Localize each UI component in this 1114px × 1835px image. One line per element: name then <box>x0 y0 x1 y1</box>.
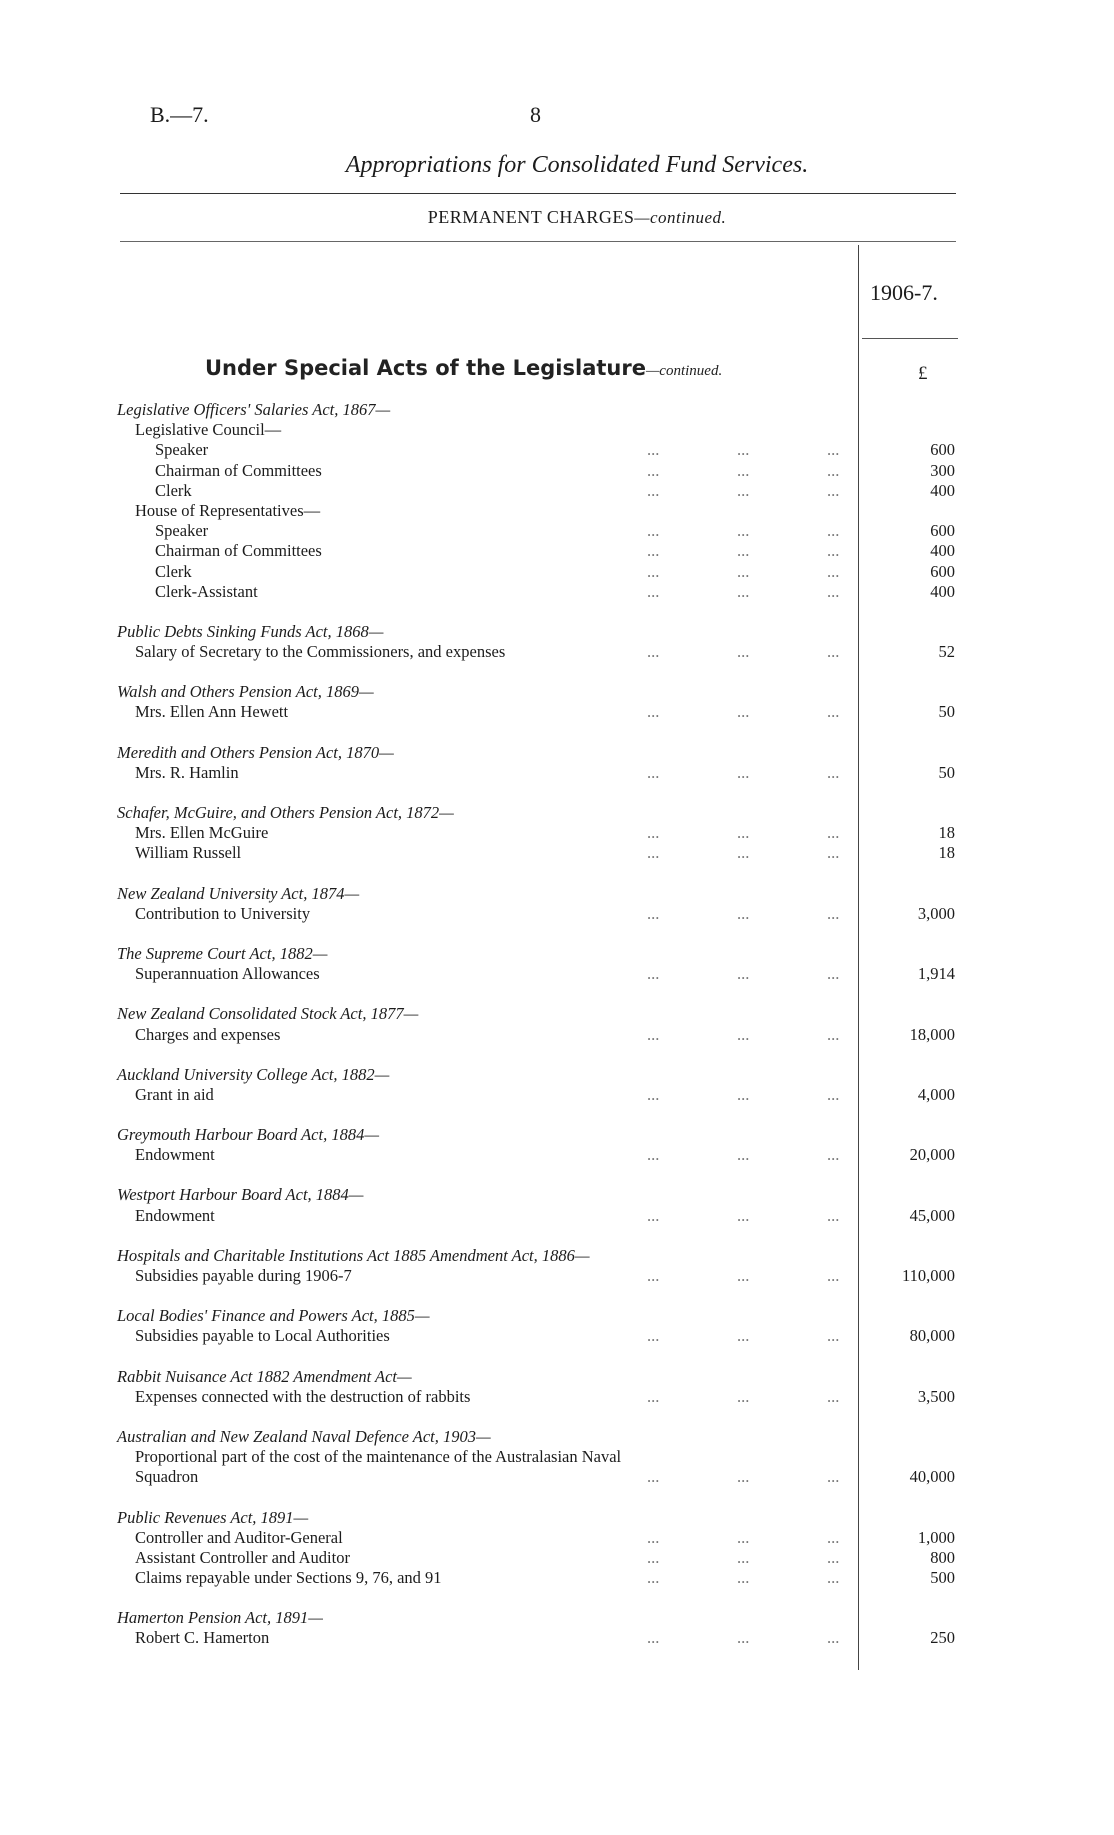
line-item-label: House of Representatives— <box>135 500 321 520</box>
line-item-label: Clerk-Assistant <box>155 581 258 601</box>
line-item <box>117 420 957 440</box>
page-title: Appropriations for Consolidated Fund Services. <box>345 152 809 178</box>
line-item-label: Speaker <box>155 440 209 460</box>
act-title: Rabbit Nuisance Act 1882 Amendment Act— <box>117 1366 412 1386</box>
act-heading-row <box>117 1065 957 1085</box>
line-item-amount: 600 <box>930 521 955 541</box>
line-item: Chairman of Committees ... ... ... 400 <box>155 541 955 561</box>
subtitle-main: PERMANENT CHARGES <box>427 207 635 227</box>
appropriations-list <box>117 400 957 1669</box>
act-title: Hospitals and Charitable Institutions Act 1885 Amendment Act, 1886— <box>117 1245 590 1265</box>
act-group <box>117 1246 957 1286</box>
act-heading-row <box>117 1508 957 1528</box>
act-heading-row <box>117 944 957 964</box>
line-item: Clerk ... ... ... 400 <box>155 480 955 500</box>
line-item-amount: 400 <box>930 541 955 561</box>
line-item-amount: 80,000 <box>909 1326 955 1346</box>
act-group <box>117 400 957 602</box>
line-item-amount: 400 <box>930 480 955 500</box>
act-heading-row <box>117 682 957 702</box>
act-heading-row <box>117 1367 957 1387</box>
line-item: Mrs. Ellen McGuire ... ... ... 18 <box>135 823 955 843</box>
line-item: William Russell ... ... ... 18 <box>135 843 955 863</box>
line-item: Assistant Controller and Auditor ... ... ... 800 <box>135 1547 955 1567</box>
act-group <box>117 622 957 662</box>
line-item: Superannuation Allowances ... ... ... 1,914 <box>135 964 955 984</box>
line-item: Controller and Auditor-General ... ... ... 1,000 <box>135 1527 955 1547</box>
line-item-amount: 3,500 <box>917 1386 955 1406</box>
line-item: Subsidies payable to Local Authorities ... ... ... 80,000 <box>135 1326 955 1346</box>
line-item: Speaker ... ... ... 600 <box>155 521 955 541</box>
line-item-amount: 4,000 <box>917 1084 955 1104</box>
line-item-label: Squadron <box>135 1467 199 1487</box>
line-item-label: Mrs. R. Hamlin <box>135 762 239 782</box>
line-item-label: Subsidies payable to Local Authorities <box>135 1326 390 1346</box>
act-title: Public Revenues Act, 1891— <box>117 1507 309 1527</box>
page-number: 8 <box>530 102 541 127</box>
line-item <box>117 501 957 521</box>
act-group <box>117 1427 957 1488</box>
act-heading-row <box>117 803 957 823</box>
act-heading-row <box>117 1185 957 1205</box>
act-heading-row <box>117 1004 957 1024</box>
year-rule <box>862 338 958 339</box>
title-rule <box>120 193 956 194</box>
act-heading-row <box>117 743 957 763</box>
act-title: Greymouth Harbour Board Act, 1884— <box>117 1125 380 1145</box>
act-group <box>117 1306 957 1346</box>
act-heading-row <box>117 1306 957 1326</box>
section-heading-continued: —continued. <box>645 363 723 379</box>
line-item-label: Contribution to University <box>135 903 311 923</box>
line-item-label: Endowment <box>135 1205 215 1225</box>
act-heading-row <box>117 1246 957 1266</box>
act-title: Local Bodies' Finance and Powers Act, 1885— <box>117 1306 430 1326</box>
section-heading <box>205 356 722 380</box>
line-item: Speaker ... ... ... 600 <box>155 440 955 460</box>
line-item: Grant in aid ... ... ... 4,000 <box>135 1084 955 1104</box>
line-item: Clerk ... ... ... 600 <box>155 561 955 581</box>
act-heading-row <box>117 622 957 642</box>
line-item-label: Salary of Secretary to the Commissioners, and expenses <box>135 642 506 662</box>
line-item-label: Grant in aid <box>135 1084 214 1104</box>
act-heading-row <box>117 884 957 904</box>
act-group <box>117 743 957 783</box>
act-group <box>117 1367 957 1407</box>
page-subtitle <box>0 207 1114 228</box>
line-item-amount: 600 <box>930 440 955 460</box>
line-item-label: Mrs. Ellen Ann Hewett <box>135 702 289 722</box>
act-group <box>117 1065 957 1105</box>
year-column-header: 1906-7. <box>870 280 938 305</box>
act-title: Australian and New Zealand Naval Defence Act, 1903— <box>117 1426 491 1446</box>
line-item-amount: 600 <box>930 561 955 581</box>
line-item-label: William Russell <box>135 843 242 863</box>
line-item: Salary of Secretary to the Commissioners, and expenses ... ... ... 52 <box>135 642 955 662</box>
act-heading-row <box>117 1427 957 1447</box>
line-item-label: Clerk <box>155 561 192 581</box>
line-item: Expenses connected with the destruction of rabbits ... ... ... 3,500 <box>135 1386 955 1406</box>
act-heading-row <box>117 400 957 420</box>
act-group <box>117 944 957 984</box>
act-group <box>117 884 957 924</box>
line-item-label: Chairman of Committees <box>155 460 322 480</box>
line-item-label: Speaker <box>155 521 209 541</box>
line-item-label: Proportional part of the cost of the maintenance of the Australasian Naval <box>135 1447 622 1467</box>
line-item-amount: 52 <box>938 642 955 662</box>
currency-symbol: £ <box>918 363 928 384</box>
act-title: Auckland University College Act, 1882— <box>117 1064 390 1084</box>
line-item-amount: 45,000 <box>909 1205 955 1225</box>
line-item: Charges and expenses ... ... ... 18,000 <box>135 1024 955 1044</box>
line-item-amount: 50 <box>938 762 955 782</box>
line-item-label: Robert C. Hamerton <box>135 1628 270 1648</box>
line-item-label: Subsidies payable during 1906-7 <box>135 1266 352 1285</box>
line-item-label: Mrs. Ellen McGuire <box>135 823 269 843</box>
line-item: Endowment ... ... ... 45,000 <box>135 1205 955 1225</box>
line-item-label: Assistant Controller and Auditor <box>135 1547 350 1567</box>
line-item-amount: 18 <box>938 843 955 863</box>
line-item-amount: 20,000 <box>909 1145 955 1165</box>
line-item-amount: 50 <box>938 702 955 722</box>
act-group <box>117 803 957 864</box>
act-group <box>117 1125 957 1165</box>
act-title: New Zealand Consolidated Stock Act, 1877— <box>117 1004 419 1024</box>
act-group <box>117 682 957 722</box>
line-item: Clerk-Assistant ... ... ... 400 <box>155 581 955 601</box>
act-title: Walsh and Others Pension Act, 1869— <box>117 682 374 702</box>
act-heading-row <box>117 1608 957 1628</box>
act-title: Meredith and Others Pension Act, 1870— <box>117 742 394 762</box>
act-title: Legislative Officers' Salaries Act, 1867— <box>117 400 391 419</box>
act-group <box>117 1185 957 1225</box>
line-item-label: Charges and expenses <box>135 1024 281 1044</box>
act-group <box>117 1608 957 1648</box>
line-item: Mrs. Ellen Ann Hewett ... ... ... 50 <box>135 702 955 722</box>
line-item-label: Expenses connected with the destruction of rabbits <box>135 1386 471 1406</box>
act-title: New Zealand University Act, 1874— <box>117 883 360 903</box>
line-item: Mrs. R. Hamlin ... ... ... 50 <box>135 762 955 782</box>
line-item: Robert C. Hamerton ... ... ... 250 <box>135 1628 955 1648</box>
line-item: Contribution to University ... ... ... 3,000 <box>135 903 955 923</box>
line-item-amount: 800 <box>930 1547 955 1567</box>
line-item-label: Legislative Council— <box>135 420 282 440</box>
subtitle-continued: —continued. <box>634 208 727 227</box>
line-item-label: Endowment <box>135 1145 215 1165</box>
line-item: Subsidies payable during 1906-7 ... ... ... 110,000 <box>135 1266 955 1285</box>
line-item: Endowment ... ... ... 20,000 <box>135 1145 955 1165</box>
act-group <box>117 1004 957 1044</box>
document-reference: B.—7. <box>150 102 209 127</box>
line-item: Squadron ... ... ... 40,000 <box>135 1467 955 1487</box>
subtitle-rule <box>120 241 956 242</box>
act-title: Hamerton Pension Act, 1891— <box>117 1608 323 1628</box>
act-title: Schafer, McGuire, and Others Pension Act, 1872— <box>117 803 454 822</box>
line-item-label: Clerk <box>155 480 192 500</box>
act-title: The Supreme Court Act, 1882— <box>117 943 328 963</box>
line-item-label: Controller and Auditor-General <box>135 1527 343 1547</box>
line-item-amount: 1,914 <box>917 964 955 984</box>
line-item-amount: 250 <box>930 1628 955 1648</box>
line-item-amount: 3,000 <box>917 903 955 923</box>
line-item: Claims repayable under Sections 9, 76, and 91 ... ... ... 500 <box>135 1568 955 1588</box>
line-item-amount: 18 <box>938 823 955 843</box>
line-item-label: Superannuation Allowances <box>135 964 320 984</box>
line-item: Chairman of Committees ... ... ... 300 <box>155 460 955 480</box>
line-item-label: Claims repayable under Sections 9, 76, and 91 <box>135 1568 442 1588</box>
line-item-amount: 1,000 <box>917 1527 955 1547</box>
section-heading-text: Under Special Acts of the Legislature <box>205 356 646 380</box>
act-group <box>117 1508 957 1589</box>
act-title: Westport Harbour Board Act, 1884— <box>117 1185 364 1205</box>
act-heading-row <box>117 1125 957 1145</box>
line-item-label: Chairman of Committees <box>155 541 322 561</box>
line-item-amount: 300 <box>930 460 955 480</box>
line-item-amount: 40,000 <box>909 1467 955 1487</box>
line-item-amount: 18,000 <box>909 1024 955 1044</box>
line-item <box>117 1447 957 1467</box>
act-title: Public Debts Sinking Funds Act, 1868— <box>117 621 384 641</box>
line-item-amount: 500 <box>930 1568 955 1588</box>
line-item-amount: 400 <box>930 581 955 601</box>
line-item-amount: 110,000 <box>901 1266 955 1285</box>
